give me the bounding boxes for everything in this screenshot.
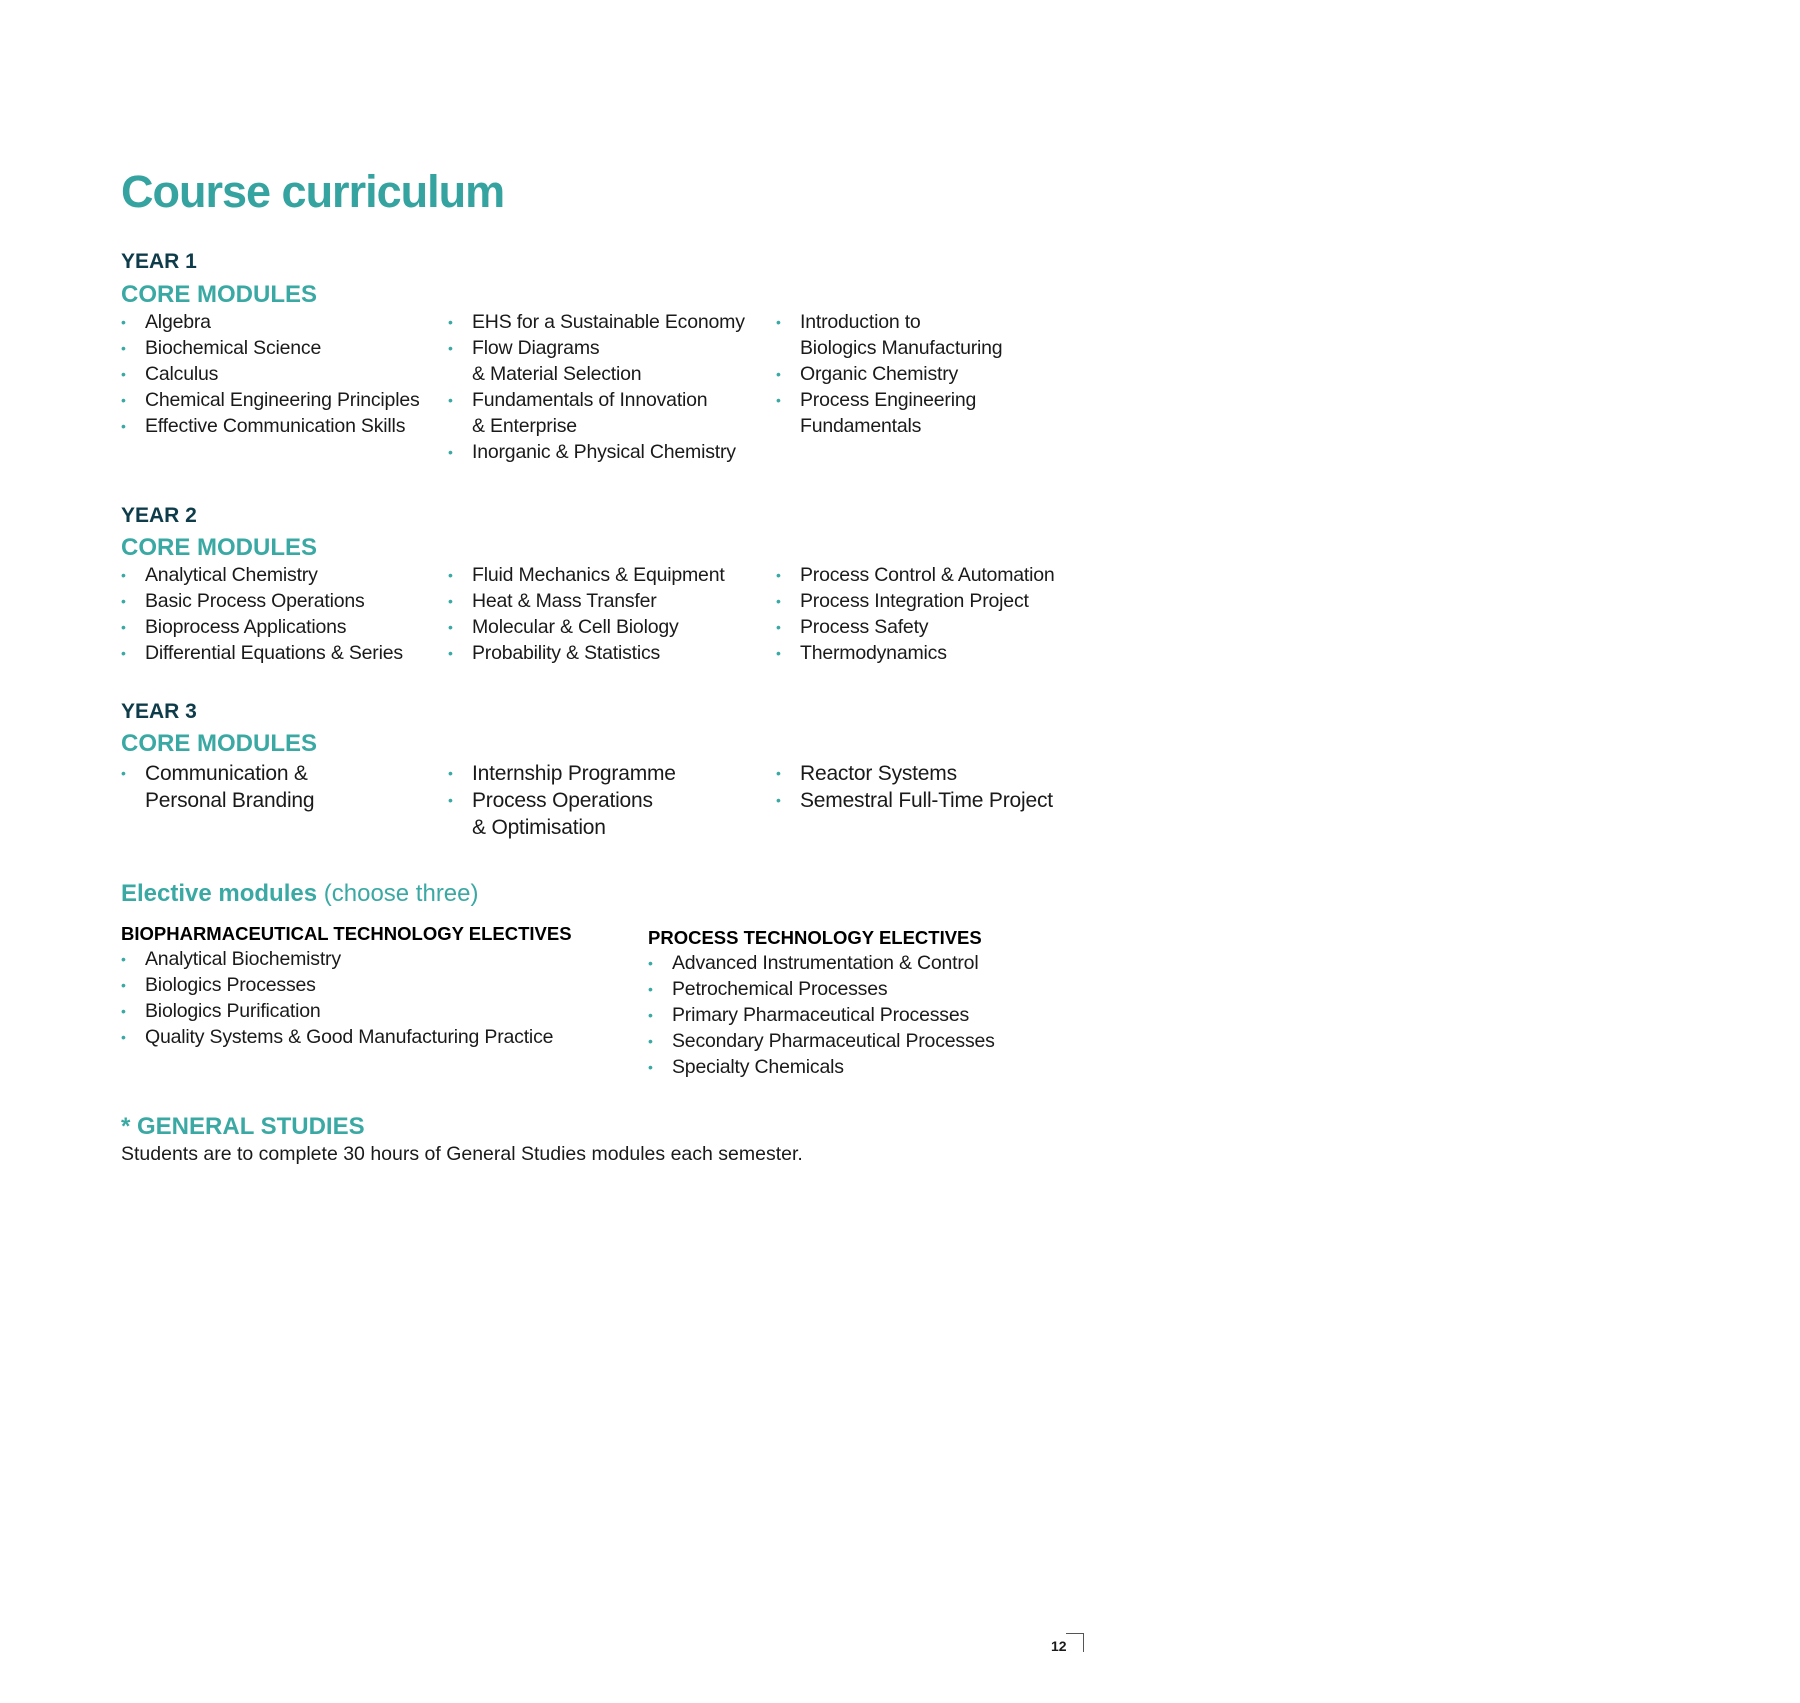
list-item <box>448 760 676 787</box>
bullet-icon: • <box>776 567 781 583</box>
module-list <box>448 760 676 841</box>
module-name: Quality Systems & Good Manufacturing Practice <box>145 1026 554 1048</box>
list-item <box>776 787 1053 814</box>
module-name: Secondary Pharmaceutical Processes <box>672 1030 995 1052</box>
bullet-icon: • <box>448 619 453 635</box>
module-name: Bioprocess Applications <box>145 616 347 638</box>
bullet-icon: • <box>648 1033 653 1049</box>
module-name: Analytical Biochemistry <box>145 948 341 970</box>
list-item <box>448 439 745 465</box>
module-name: Petrochemical Processes <box>672 978 888 1000</box>
page-title: Course curriculum <box>121 166 505 217</box>
list-item <box>121 760 314 814</box>
list-item <box>121 640 403 666</box>
bullet-icon: • <box>448 792 453 808</box>
bullet-icon: • <box>776 792 781 808</box>
list-item <box>121 614 403 640</box>
bullet-icon: • <box>121 340 126 356</box>
bullet-icon: • <box>448 593 453 609</box>
module-name: Fundamentals of Innovation & Enterprise <box>472 389 708 437</box>
module-name: Calculus <box>145 363 219 385</box>
bullet-icon: • <box>121 645 126 661</box>
module-name: Primary Pharmaceutical Processes <box>672 1004 970 1026</box>
list-item <box>121 335 420 361</box>
module-name: Advanced Instrumentation & Control <box>672 952 979 974</box>
list-item <box>448 787 676 841</box>
list-item <box>448 335 745 387</box>
elective-title: Elective modules <box>121 880 318 907</box>
bullet-icon: • <box>121 418 126 434</box>
year-label: YEAR 3 <box>121 700 197 723</box>
list-item <box>448 614 725 640</box>
bullet-icon: • <box>448 567 453 583</box>
bullet-icon: • <box>121 619 126 635</box>
bullet-icon: • <box>121 366 126 382</box>
bullet-icon: • <box>448 314 453 330</box>
bullet-icon: • <box>121 977 126 993</box>
module-list <box>121 309 420 439</box>
module-list <box>121 946 553 1050</box>
year-label: YEAR 2 <box>121 504 197 527</box>
list-item <box>448 309 745 335</box>
core-modules-heading: CORE MODULES <box>121 730 318 757</box>
list-item <box>776 361 1002 387</box>
module-name: Heat & Mass Transfer <box>472 590 657 612</box>
elective-heading <box>121 880 479 908</box>
bullet-icon: • <box>448 645 453 661</box>
bullet-icon: • <box>648 1059 653 1075</box>
module-name: Process Operations & Optimisation <box>472 789 653 839</box>
bullet-icon: • <box>121 567 126 583</box>
module-name: Flow Diagrams & Material Selection <box>472 337 642 385</box>
module-list <box>448 309 745 465</box>
bullet-icon: • <box>121 951 126 967</box>
module-name: Process Integration Project <box>800 590 1029 612</box>
general-studies-heading: * GENERAL STUDIES <box>121 1113 365 1140</box>
module-list <box>648 950 995 1080</box>
list-item <box>648 950 995 976</box>
list-item <box>121 972 553 998</box>
module-name: Thermodynamics <box>800 642 947 664</box>
list-item <box>648 1002 995 1028</box>
bullet-icon: • <box>121 1003 126 1019</box>
module-name: Biologics Processes <box>145 974 316 996</box>
module-name: Specialty Chemicals <box>672 1056 844 1078</box>
list-item <box>776 588 1055 614</box>
list-item <box>648 1028 995 1054</box>
elective-group-title: PROCESS TECHNOLOGY ELECTIVES <box>648 927 982 948</box>
module-list <box>121 760 314 814</box>
module-name: Semestral Full-Time Project <box>800 789 1053 812</box>
module-name: Biochemical Science <box>145 337 322 359</box>
module-name: Effective Communication Skills <box>145 415 406 437</box>
elective-group-title: BIOPHARMACEUTICAL TECHNOLOGY ELECTIVES <box>121 923 572 944</box>
module-name: EHS for a Sustainable Economy <box>472 311 745 333</box>
module-name: Biologics Purification <box>145 1000 321 1022</box>
module-name: Inorganic & Physical Chemistry <box>472 441 736 463</box>
list-item <box>121 588 403 614</box>
bullet-icon: • <box>121 314 126 330</box>
general-studies-text: Students are to complete 30 hours of General Studies modules each semester. <box>121 1143 803 1165</box>
module-name: Molecular & Cell Biology <box>472 616 679 638</box>
module-name: Basic Process Operations <box>145 590 365 612</box>
list-item <box>121 387 420 413</box>
bullet-icon: • <box>776 645 781 661</box>
list-item <box>776 614 1055 640</box>
list-item <box>648 1054 995 1080</box>
module-name: Chemical Engineering Principles <box>145 389 420 411</box>
module-list <box>776 309 1002 439</box>
bullet-icon: • <box>776 366 781 382</box>
list-item <box>648 976 995 1002</box>
module-name: Process Control & Automation <box>800 564 1055 586</box>
page-number: 12 <box>1051 1638 1067 1654</box>
module-name: Organic Chemistry <box>800 363 959 385</box>
bullet-icon: • <box>776 619 781 635</box>
bullet-icon: • <box>776 392 781 408</box>
module-name: Process Engineering Fundamentals <box>800 389 977 437</box>
bullet-icon: • <box>121 765 126 781</box>
core-modules-heading: CORE MODULES <box>121 534 318 561</box>
module-name: Analytical Chemistry <box>145 564 318 586</box>
module-name: Reactor Systems <box>800 762 957 785</box>
bullet-icon: • <box>648 981 653 997</box>
bullet-icon: • <box>776 314 781 330</box>
bullet-icon: • <box>776 593 781 609</box>
list-item <box>776 640 1055 666</box>
page-corner-mark <box>1066 1633 1084 1652</box>
module-name: Fluid Mechanics & Equipment <box>472 564 725 586</box>
list-item <box>776 760 1053 787</box>
list-item <box>121 946 553 972</box>
elective-note: (choose three) <box>323 880 479 907</box>
module-name: Process Safety <box>800 616 929 638</box>
list-item <box>776 562 1055 588</box>
bullet-icon: • <box>121 1029 126 1045</box>
module-list <box>121 562 403 666</box>
bullet-icon: • <box>121 392 126 408</box>
module-name: Introduction to Biologics Manufacturing <box>800 311 1003 359</box>
list-item <box>121 309 420 335</box>
list-item <box>776 309 1002 361</box>
bullet-icon: • <box>648 1007 653 1023</box>
module-name: Internship Programme <box>472 762 676 785</box>
module-name: Probability & Statistics <box>472 642 661 664</box>
core-modules-heading: CORE MODULES <box>121 281 318 308</box>
list-item <box>121 413 420 439</box>
bullet-icon: • <box>448 765 453 781</box>
bullet-icon: • <box>648 955 653 971</box>
year-label: YEAR 1 <box>121 250 197 273</box>
bullet-icon: • <box>448 392 453 408</box>
list-item <box>121 998 553 1024</box>
module-list <box>448 562 725 666</box>
list-item <box>121 361 420 387</box>
module-name: Communication & Personal Branding <box>145 762 315 812</box>
module-name: Algebra <box>145 311 211 333</box>
module-list <box>776 760 1053 814</box>
bullet-icon: • <box>448 444 453 460</box>
bullet-icon: • <box>776 765 781 781</box>
module-list <box>776 562 1055 666</box>
module-name: Differential Equations & Series <box>145 642 403 664</box>
list-item <box>448 588 725 614</box>
list-item <box>776 387 1002 439</box>
list-item <box>448 640 725 666</box>
list-item <box>121 1024 553 1050</box>
list-item <box>448 562 725 588</box>
list-item <box>448 387 745 439</box>
list-item <box>121 562 403 588</box>
bullet-icon: • <box>448 340 453 356</box>
bullet-icon: • <box>121 593 126 609</box>
